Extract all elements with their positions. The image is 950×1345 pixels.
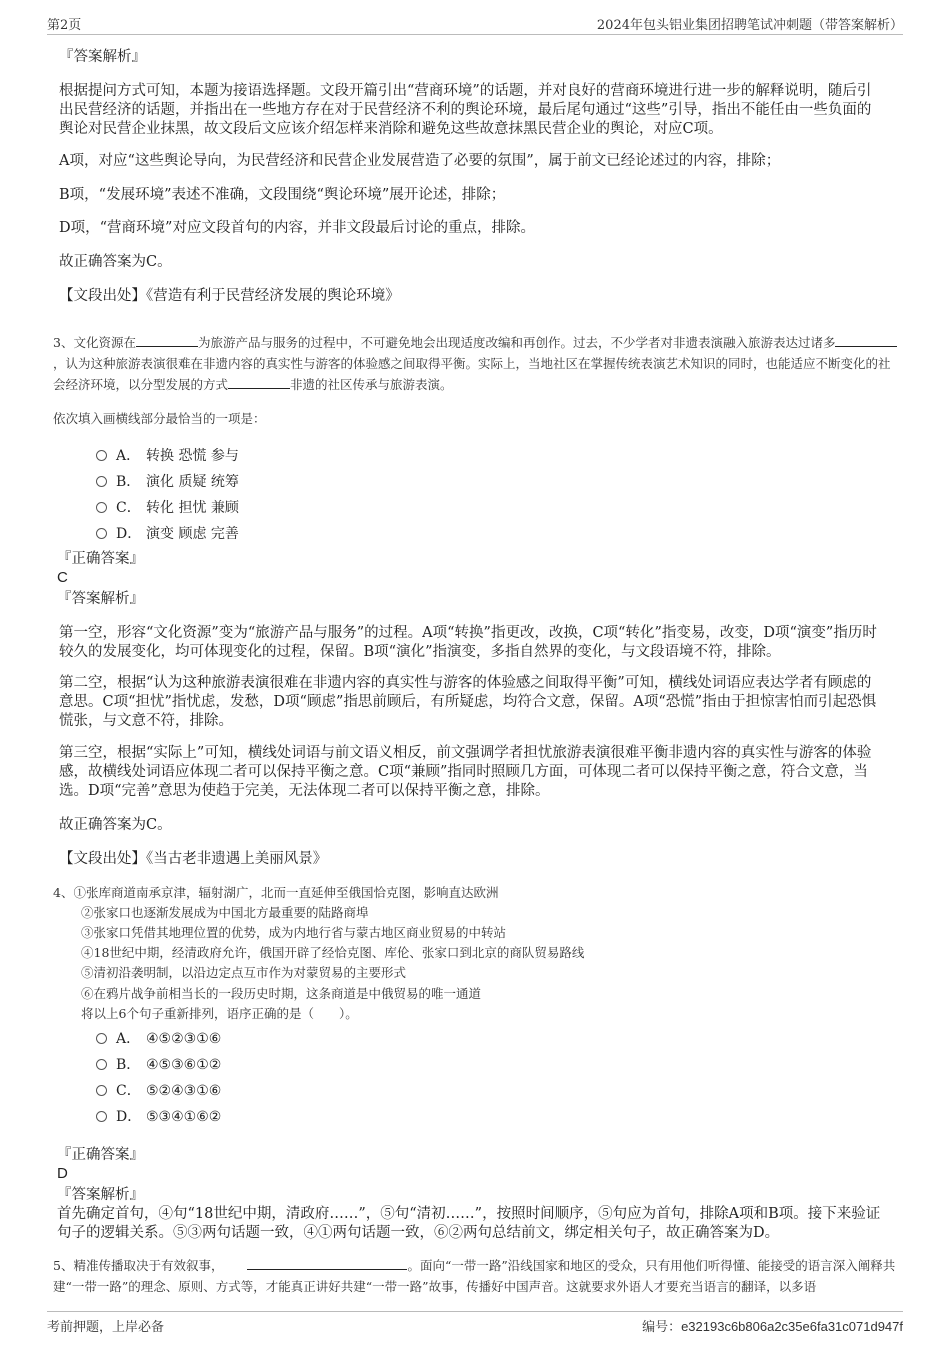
q3-conclusion: 故正确答案为C。	[59, 817, 172, 833]
q3-stem-part2: 为旅游产品与服务的过程中，不可避免地会出现适度改编和再创作。过去，不少学者对非遗表演融入旅游表达过诸多	[197, 335, 836, 350]
radio-icon[interactable]	[96, 1033, 107, 1044]
page-header	[47, 12, 903, 35]
q4-sentence-4: ④18世纪中期，经清政府允许，俄国开辟了经恰克图、库伦、张家口到北京的商队贸易路线	[81, 945, 585, 960]
q3-blank-1	[136, 334, 198, 347]
q3-stem-part1: 3、文化资源在	[53, 335, 136, 350]
q2-conclusion: 故正确答案为C。	[59, 254, 172, 270]
radio-icon[interactable]	[96, 502, 107, 513]
q3-option-a[interactable]: A． 转换 恐慌 参与	[96, 445, 239, 465]
q3-prompt: 依次填入画横线部分最恰当的一项是：	[53, 411, 266, 426]
q5-stem-part2: 。面向“一带一路”沿线国家和地区的受众，只有用他们听得懂、能接受的语言深入阐	[407, 1258, 871, 1273]
q3-answer: C	[57, 569, 68, 586]
radio-icon[interactable]	[96, 528, 107, 539]
document-title: 2024年包头铝业集团招聘笔试冲刺题（带答案解析）	[596, 18, 903, 33]
q4-sentence-6: ⑥在鸦片战争前相当长的一段历史时期，这条商道是中俄贸易的唯一通道	[81, 986, 482, 1001]
q4-sentence-2: ②张家口也逐渐发展成为中国北方最重要的陆路商埠	[81, 905, 369, 920]
q2-analysis-option-d: D项，“营商环境”对应文段首句的内容，并非文段最后讨论的重点，排除。	[59, 220, 535, 236]
q3-stem-part5: 非遗的社区传承与旅游表演。	[290, 377, 453, 392]
q3-stem	[53, 332, 898, 395]
radio-icon[interactable]	[96, 476, 107, 487]
q4-option-a[interactable]: A． ④⑤②③①⑥	[96, 1028, 221, 1048]
q4-analysis-p1: 首先确定首句，④句“18世纪中期，清政府……”，⑤句“清初……”，按照时间顺序，⑤句应为首句，排除A项和B项。接下来验证句子的逻辑关系。⑤③两句话题一致，④①两句话题一致，⑥②两句总结前文，绑定相关句子，故正确答案为D。	[57, 1206, 881, 1241]
q3-analysis-p3: 第三空，根据“实际上”可知，横线处词语与前文语义相反，前文强调学者担忧旅游表演很难平衡非遗内容的真实性与游客的体验感，故横线处词语应体现二者可以保持平衡之意。C项“兼顾”指同时照顾几方面，可体现二者可以保持平衡之意，符合文意，当选。D项“完善”意思为使趋于完美，无法体现二者可以保持平衡之意，排除。	[59, 745, 872, 799]
q3-analysis-label: 『答案解析』	[57, 591, 144, 607]
q4-correct-label: 『正确答案』	[57, 1147, 144, 1163]
q3-option-d[interactable]: D． 演变 顾虑 完善	[96, 523, 239, 543]
q3-blank-3	[228, 376, 290, 389]
page-number: 第2页	[47, 18, 82, 33]
q4-option-d[interactable]: D． ⑤③④①⑥②	[96, 1106, 221, 1126]
q4-analysis-label: 『答案解析』	[57, 1187, 144, 1203]
q4-answer: D	[57, 1165, 68, 1182]
q3-stem-part4: 能适应不断变化的社会经济环境，以分型发展的方式	[53, 356, 891, 392]
q5-stem-part1: 5、精准传播取决于有效叙事，	[53, 1258, 224, 1273]
q4-sentence-1: 4、①张库商道南承京津，辐射湖广，北而一直延伸至俄国恰克图，影响直达欧洲	[53, 885, 499, 900]
radio-icon[interactable]	[96, 1085, 107, 1096]
radio-icon[interactable]	[96, 1059, 107, 1070]
q3-source: 【文段出处】《当古老非遗遇上美丽风景》	[59, 851, 328, 867]
radio-icon[interactable]	[96, 1111, 107, 1122]
radio-icon[interactable]	[96, 450, 107, 461]
q5-stem	[53, 1255, 898, 1297]
footer-slogan: 考前押题，上岸必备	[47, 1320, 165, 1335]
q4-option-b[interactable]: B． ④⑤③⑥①②	[96, 1054, 221, 1074]
q4-sentence-3: ③张家口凭借其地理位置的优势，成为内地行省与蒙古地区商业贸易的中转站	[81, 925, 507, 940]
q3-blank-2	[835, 334, 897, 347]
q4-prompt: 将以上6个句子重新排列，语序正确的是（ ）。	[81, 1006, 358, 1021]
q3-correct-label: 『正确答案』	[57, 551, 144, 567]
q2-analysis-option-b: B项，“发展环境”表述不准确，文段围绕“舆论环境”展开论述，排除；	[59, 187, 506, 203]
q5-blank-1	[247, 1257, 407, 1270]
q2-analysis-option-a: A项，对应“这些舆论导向，为民营经济和民营企业发展营造了必要的氛围”，属于前文已经论述过的内容，排除；	[59, 153, 781, 169]
q4-option-c[interactable]: C． ⑤②④③①⑥	[96, 1080, 221, 1100]
q3-option-c[interactable]: C． 转化 担忧 兼顾	[96, 497, 239, 517]
q3-stem-part3: ，认为这种旅游表演很难在非遗内容的真实性与游客的体验感之间取得平衡。实际上，当地社区在掌握传统表演艺术知识的同时，也	[53, 356, 779, 371]
q2-source: 【文段出处】《营造有利于民营经济发展的舆论环境》	[59, 288, 400, 304]
q4-sentence-5: ⑤清初沿袭明制，以沿边定点互市作为对蒙贸易的主要形式	[81, 965, 407, 980]
document-code: 编号：e32193c6b806a2c35e6fa31c071d947f	[642, 1319, 903, 1334]
page-footer	[47, 1311, 903, 1335]
q3-analysis-p2: 第二空，根据“认为这种旅游表演很难在非遗内容的真实性与游客的体验感之间取得平衡”可知，横线处词语应表达学者有顾虑的意思。C项“担忧”指忧虑，发愁，D项“顾虑”指思前顾后，有所疑虑，均符合文意，保留。A项“恐慌”指由于担惊害怕而引起恐惧慌张，与文意不符，排除。	[59, 675, 877, 729]
q3-option-b[interactable]: B． 演化 质疑 统筹	[96, 471, 239, 491]
q3-analysis-p1: 第一空，形容“文化资源”变为“旅游产品与服务”的过程。A项“转换”指更改，改换，C项“转化”指变易，改变，D项“演变”指历时较久的发展变化，均可体现变化的过程，保留。B项“演化”指演变，多指自然界的变化，与文段语境不符，排除。	[59, 625, 877, 660]
q2-analysis-p1: 根据提问方式可知，本题为接语选择题。文段开篇引出“营商环境”的话题，并对良好的营商环境进行进一步的解释说明，随后引出民营经济的话题，并指出在一些地方存在对于民营经济不利的舆论环境，最后尾句通过“这些”引导，指出不能任由一些负面的舆论对民营企业抹黑，故文段后文应该介绍怎样来消除和避免这些故意抹黑民营企业的舆论，对应C项。	[59, 83, 872, 137]
q5-stem-part3: 释共建“一带一路”的理念、原则、方式等，才能真正讲好共建“一带一路”故事，传播好中国声音。这就要求外语人才要充当语言的翻译，以多语	[53, 1258, 896, 1294]
q2-analysis-label: 『答案解析』	[59, 49, 146, 65]
